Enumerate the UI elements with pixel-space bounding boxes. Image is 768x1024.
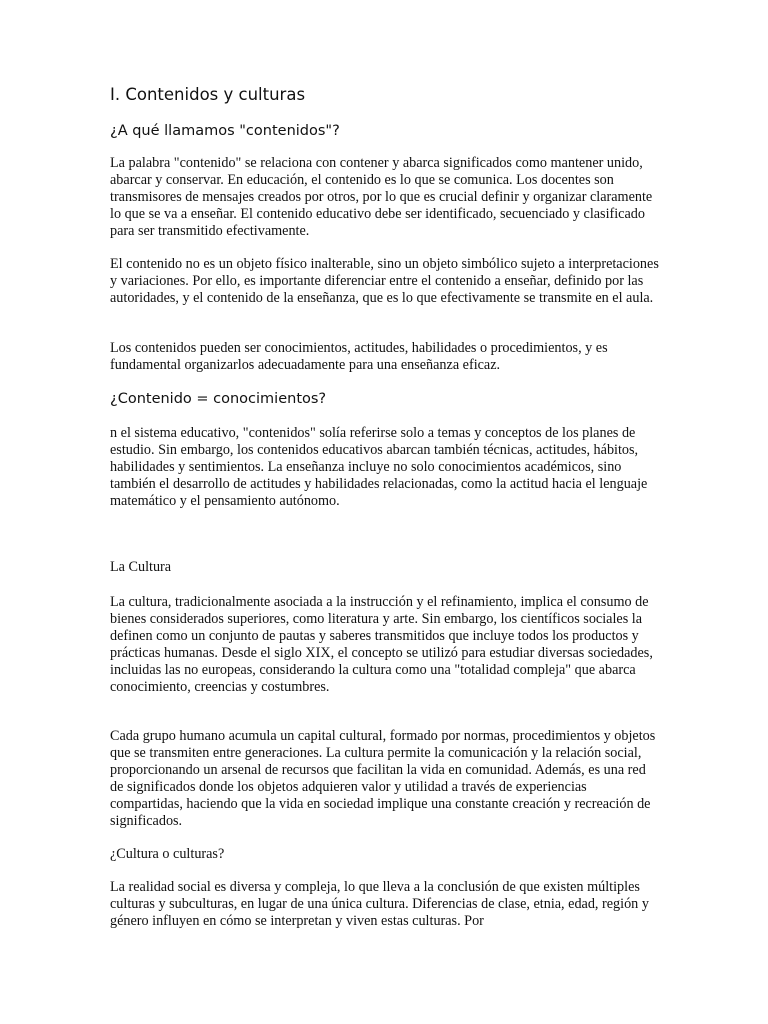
paragraph: La palabra "contenido" se relaciona con contener y abarca significados como mantener unido, abarcar y conservar. En educación, el contenido es lo que se comunica. Los docentes son transmisores de mensajes creados por otros, por lo que es crucial definir y organizar claramente lo que se va a enseñar. El contenido educativo debe ser identificado, secuenciado y clasificado para ser transmitido efectivamente. <box>110 155 653 239</box>
paragraph: La cultura, tradicionalmente asociada a la instrucción y el refinamiento, implica el consumo de bienes considerados superiores, como literatura y arte. Sin embargo, los científicos sociales la definen como un conjunto de pautas y saberes transmitidos que incluye todos los productos y prácticas humanas. Desde el siglo XIX, el concepto se utilizó para estudiar diversas sociedades, incluidas las no europeas, considerando la cultura como una "totalidad compleja" que abarca conocimiento, creencias y costumbres. <box>110 594 653 695</box>
section-heading-cultura: La Cultura <box>110 559 172 575</box>
section-heading-conocimientos: ¿Contenido = conocimientos? <box>110 391 327 407</box>
paragraph: Cada grupo humano acumula un capital cultural, formado por normas, procedimientos y objetos que se transmiten entre generaciones. La cultura permite la comunicación y la relación social, proporcionando un arsenal de recursos que facilitan la vida en comunidad. Además, es una red de significados donde los objetos adquieren valor y utilidad a través de experiencias compartidas, haciendo que la vida en sociedad implique una constante creación y recreación de significados. <box>110 728 656 829</box>
section-heading-culturas: ¿Cultura o culturas? <box>110 846 225 862</box>
paragraph: El contenido no es un objeto físico inalterable, sino un objeto simbólico sujeto a interpretaciones y variaciones. Por ello, es importante diferenciar entre el contenido a enseñar, definido por las autoridades, y el contenido de la enseñanza, que es lo que efectivamente se transmite en el aula. <box>110 256 659 306</box>
paragraph: Los contenidos pueden ser conocimientos, actitudes, habilidades o procedimientos, y es fundamental organizarlos adecuadamente para una enseñanza eficaz. <box>110 340 608 373</box>
paragraph: n el sistema educativo, "contenidos" solía referirse solo a temas y conceptos de los planes de estudio. Sin embargo, los contenidos educativos abarcan también técnicas, actitudes, hábitos, habilidades y sentimientos. La enseñanza incluye no solo conocimientos académicos, sino también el desarrollo de actitudes y habilidades relacionadas, como la actitud hacia el lenguaje matemático y el pensamiento autónomo. <box>110 425 648 509</box>
section-heading-contenidos: ¿A qué llamamos "contenidos"? <box>110 123 340 139</box>
paragraph: La realidad social es diversa y compleja, lo que lleva a la conclusión de que existen múltiples culturas y subculturas, en lugar de una única cultura. Diferencias de clase, etnia, edad, región y género influyen en cómo se interpretan y viven estas culturas. Por <box>110 879 649 929</box>
document-title: I. Contenidos y culturas <box>110 85 306 104</box>
